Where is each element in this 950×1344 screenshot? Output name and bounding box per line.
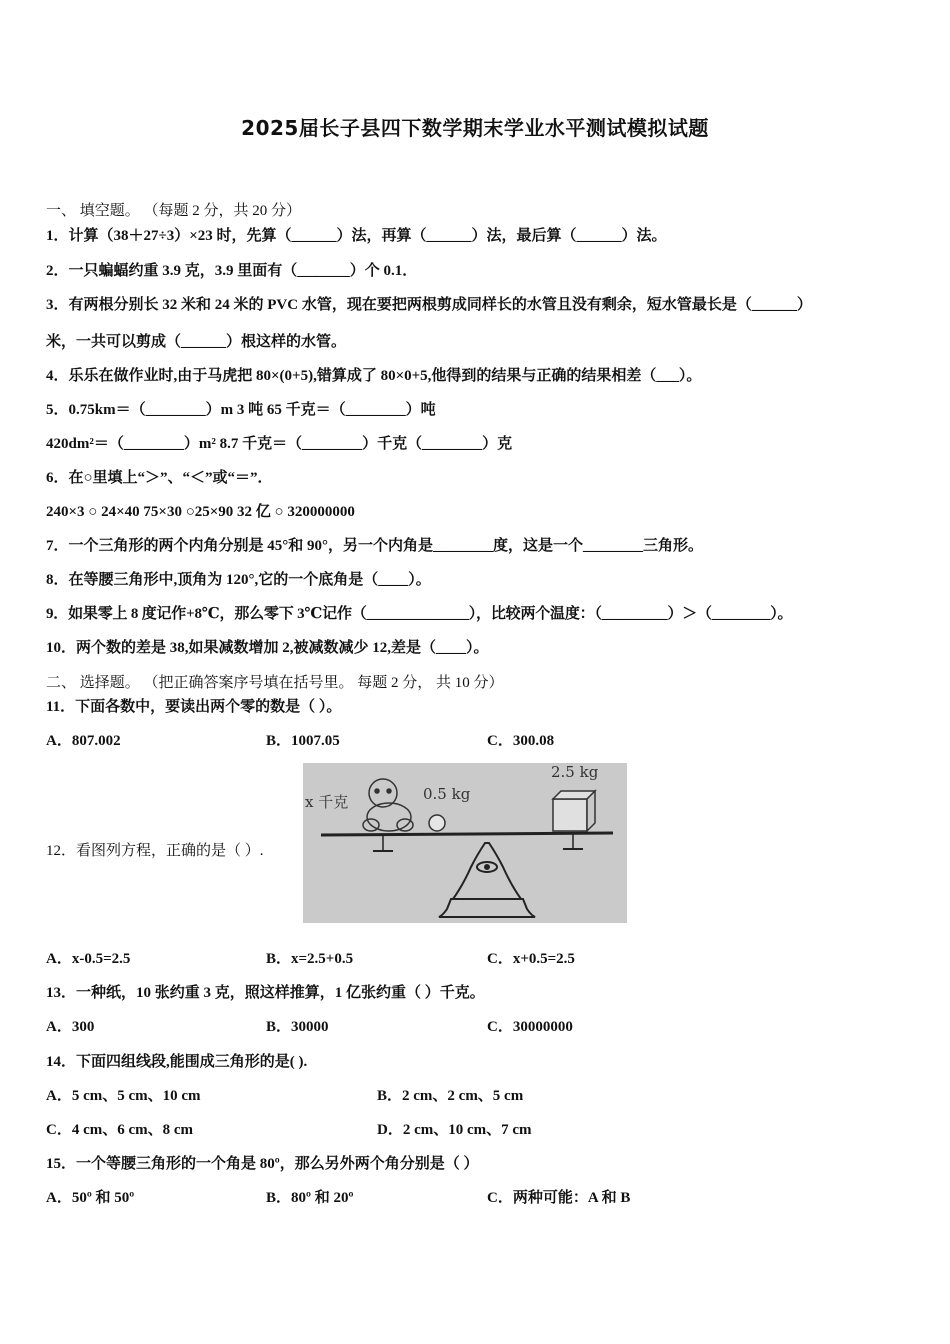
- question-14: 14．下面四组线段,能围成三角形的是( ).: [46, 1054, 308, 1070]
- question-3-line1: 3．有两根分别长 32 米和 24 米的 PVC 水管，现在要把两根剪成同样长的水管且没有剩余，短水管最长是（______）: [46, 297, 812, 313]
- q12-option-c: C．x+0.5=2.5: [487, 951, 575, 967]
- question-13: 13．一种纸，10 张约重 3 克，照这样推算，1 亿张约重（ ）千克。: [46, 985, 485, 1001]
- question-5-line1: 5．0.75km＝（________）m 3 吨 65 千克＝（________）吨: [46, 402, 436, 418]
- question-12: 12．看图列方程，正确的是（ ）.: [46, 843, 264, 859]
- balance-scale-figure: [303, 763, 627, 923]
- figure-ball-label: 0.5 kg: [423, 785, 471, 803]
- question-6-line2: 240×3 ○ 24×40 75×30 ○25×90 32 亿 ○ 320000000: [46, 504, 355, 520]
- q13-option-b: B．30000: [266, 1019, 329, 1035]
- q14-option-c: C．4 cm、6 cm、8 cm: [46, 1122, 194, 1138]
- question-7: 7．一个三角形的两个内角分别是 45°和 90°，另一个内角是________度，这是一个________三角形。: [46, 538, 704, 554]
- q13-option-c: C．30000000: [487, 1019, 573, 1035]
- question-3-line2: 米，一共可以剪成（______）根这样的水管。: [46, 334, 347, 350]
- question-10: 10．两个数的差是 38,如果减数增加 2,被减数减少 12,差是（____）。: [46, 640, 489, 656]
- page-title: 2025届长子县四下数学期末学业水平测试模拟试题: [241, 116, 709, 140]
- question-8: 8．在等腰三角形中,顶角为 120°,它的一个底角是（____）。: [46, 572, 431, 588]
- q14-option-d: D．2 cm、10 cm、7 cm: [377, 1122, 532, 1138]
- question-6-line1: 6．在○里填上“＞”、“＜”或“＝”．: [46, 470, 273, 486]
- figure-box-label: 2.5 kg: [551, 763, 599, 781]
- q15-option-c: C．两种可能：A 和 B: [487, 1190, 631, 1206]
- question-9: 9．如果零上 8 度记作+8℃，那么零下 3℃记作（______________），比较两个温度：（_________）＞（________）。: [46, 606, 793, 622]
- balance-beam: [321, 833, 613, 835]
- question-1: 1．计算（38＋27÷3）×23 时，先算（______）法，再算（______）法，最后算（______）法。: [46, 228, 667, 244]
- q13-option-a: A．300: [46, 1019, 95, 1035]
- q14-option-a: A．5 cm、5 cm、10 cm: [46, 1088, 201, 1104]
- q11-option-c: C．300.08: [487, 733, 555, 749]
- question-15: 15．一个等腰三角形的一个角是 80º，那么另外两个角分别是（ ）: [46, 1156, 479, 1172]
- section2-heading: 二、 选择题。 （把正确答案序号填在括号里。 每题 2 分， 共 10 分）: [46, 675, 504, 691]
- q12-option-b: B．x=2.5+0.5: [266, 951, 354, 967]
- question-4: 4．乐乐在做作业时,由于马虎把 80×(0+5),错算成了 80×0+5,他得到的结果与正确的结果相差（___）。: [46, 368, 702, 384]
- q12-option-a: A．x-0.5=2.5: [46, 951, 131, 967]
- q14-option-b: B．2 cm、2 cm、5 cm: [377, 1088, 524, 1104]
- box-icon: [553, 791, 595, 831]
- figure-x-label: x 千克: [305, 793, 349, 811]
- question-5-line2: 420dm²＝（________）m² 8.7 千克＝（________）千克（________）克: [46, 436, 513, 452]
- q15-option-a: A．50º 和 50º: [46, 1190, 135, 1206]
- section1-heading: 一、 填空题。 （每题 2 分，共 20 分）: [46, 203, 302, 219]
- question-11: 11．下面各数中，要读出两个零的数是（ ）。: [46, 699, 342, 715]
- question-2: 2．一只蝙蝠约重 3.9 克，3.9 里面有（_______）个 0.1．: [46, 263, 418, 279]
- q11-option-a: A．807.002: [46, 733, 121, 749]
- ball-icon: [429, 815, 445, 831]
- q11-option-b: B．1007.05: [266, 733, 340, 749]
- q15-option-b: B．80º 和 20º: [266, 1190, 354, 1206]
